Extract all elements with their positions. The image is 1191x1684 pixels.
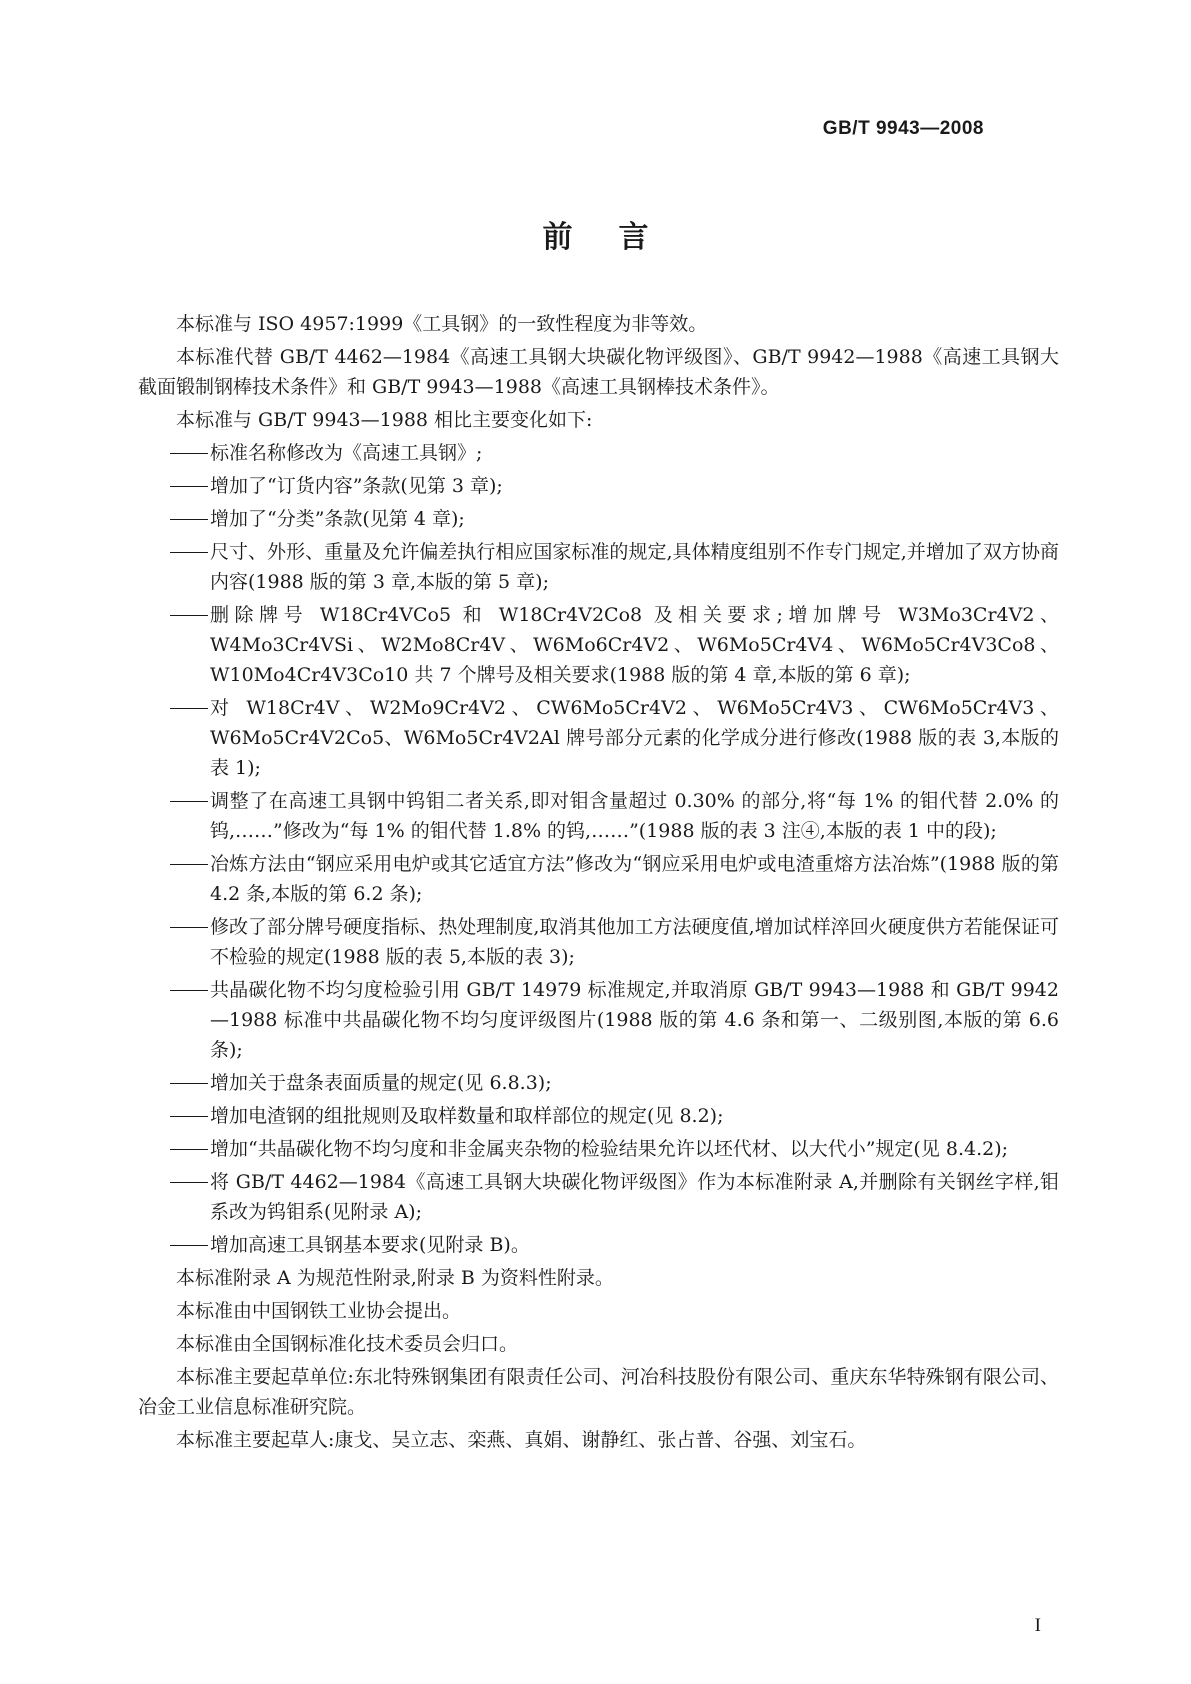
- dash-marker: [170, 453, 208, 454]
- dash-marker: [170, 1116, 208, 1117]
- page-title: 前言: [542, 220, 695, 255]
- change-item: 删除牌号 W18Cr4VCo5 和 W18Cr4V2Co8 及相关要求;增加牌号 W3Mo3Cr4V2、W4Mo3Cr4VSi、W2Mo8Cr4V、W6Mo6Cr4V2、W6Mo5Cr4V4、W6Mo5Cr4V3Co8、W10Mo4Cr4V3Co10 共 7 个牌号及相关要求(1988 版的第 4 章,本版的第 6 章);: [138, 600, 1059, 690]
- intro-paragraph: 本标准与 GB/T 9943—1988 相比主要变化如下:: [176, 409, 593, 431]
- intro-paragraph: 本标准代替 GB/T 4462—1984《高速工具钢大块碳化物评级图》、GB/T 9942—1988《高速工具钢大截面锻制钢棒技术条件》和 GB/T 9943—1988《高速工具钢棒技术条件》。: [138, 346, 1059, 398]
- dash-marker: [170, 801, 208, 802]
- dash-marker: [170, 1182, 208, 1183]
- dash-marker: [170, 1083, 208, 1084]
- change-item: 共晶碳化物不均匀度检验引用 GB/T 14979 标准规定,并取消原 GB/T 9943—1988 和 GB/T 9942—1988 标准中共晶碳化物不均匀度评级图片(1988 版的第 4.6 条和第一、二级别图,本版的第 6.6 条);: [138, 975, 1059, 1065]
- closing-paragraph: 本标准主要起草单位:东北特殊钢集团有限责任公司、河冶科技股份有限公司、重庆东华特殊钢有限公司、冶金工业信息标准研究院。: [138, 1366, 1059, 1418]
- dash-marker: [170, 1149, 208, 1150]
- change-item: 增加“共晶碳化物不均匀度和非金属夹杂物的检验结果允许以坯代材、以大代小”规定(见 8.4.2);: [138, 1134, 1059, 1164]
- dash-marker: [170, 708, 208, 709]
- change-item: 修改了部分牌号硬度指标、热处理制度,取消其他加工方法硬度值,增加试样淬回火硬度供方若能保证可不检验的规定(1988 版的表 5,本版的表 3);: [138, 912, 1059, 972]
- change-item: 增加高速工具钢基本要求(见附录 B)。: [138, 1230, 1059, 1260]
- foreword-body: [138, 309, 1059, 1458]
- dash-marker: [170, 519, 208, 520]
- page-number: I: [1034, 1615, 1041, 1636]
- change-item: 尺寸、外形、重量及允许偏差执行相应国家标准的规定,具体精度组别不作专门规定,并增加了双方协商内容(1988 版的第 3 章,本版的第 5 章);: [138, 537, 1059, 597]
- change-item: 标准名称修改为《高速工具钢》;: [138, 438, 1059, 468]
- change-item: 增加了“订货内容”条款(见第 3 章);: [138, 471, 1059, 501]
- standard-number: GB/T 9943—2008: [822, 118, 984, 139]
- change-item: 增加电渣钢的组批规则及取样数量和取样部位的规定(见 8.2);: [138, 1101, 1059, 1131]
- change-item: 冶炼方法由“钢应采用电炉或其它适宜方法”修改为“钢应采用电炉或电渣重熔方法冶炼”(1988 版的第 4.2 条,本版的第 6.2 条);: [138, 849, 1059, 909]
- dash-marker: [170, 990, 208, 991]
- dash-marker: [170, 1245, 208, 1246]
- dash-marker: [170, 615, 208, 616]
- dash-marker: [170, 864, 208, 865]
- closing-paragraph: 本标准由全国钢标准化技术委员会归口。: [176, 1333, 519, 1355]
- dash-marker: [170, 927, 208, 928]
- change-item: 将 GB/T 4462—1984《高速工具钢大块碳化物评级图》作为本标准附录 A,并删除有关钢丝字样,钼系改为钨钼系(见附录 A);: [138, 1167, 1059, 1227]
- change-item: 对 W18Cr4V、W2Mo9Cr4V2、CW6Mo5Cr4V2、W6Mo5Cr4V3、CW6Mo5Cr4V3、W6Mo5Cr4V2Co5、W6Mo5Cr4V2Al 牌号部分元素的化学成分进行修改(1988 版的表 3,本版的表 1);: [138, 693, 1059, 783]
- change-item: 增加关于盘条表面质量的规定(见 6.8.3);: [138, 1068, 1059, 1098]
- intro-paragraph: 本标准与 ISO 4957:1999《工具钢》的一致性程度为非等效。: [176, 313, 708, 335]
- dash-marker: [170, 486, 208, 487]
- dash-marker: [170, 552, 208, 553]
- closing-paragraph: 本标准主要起草人:康戈、吴立志、栾燕、真娟、谢静红、张占普、谷强、刘宝石。: [176, 1429, 867, 1451]
- closing-paragraph: 本标准由中国钢铁工业协会提出。: [176, 1300, 462, 1322]
- change-item: 调整了在高速工具钢中钨钼二者关系,即对钼含量超过 0.30% 的部分,将“每 1% 的钼代替 2.0% 的钨,……”修改为“每 1% 的钼代替 1.8% 的钨,……”(1988 版的表 3 注④,本版的表 1 中的段);: [138, 786, 1059, 846]
- change-item: 增加了“分类”条款(见第 4 章);: [138, 504, 1059, 534]
- closing-paragraph: 本标准附录 A 为规范性附录,附录 B 为资料性附录。: [176, 1267, 614, 1289]
